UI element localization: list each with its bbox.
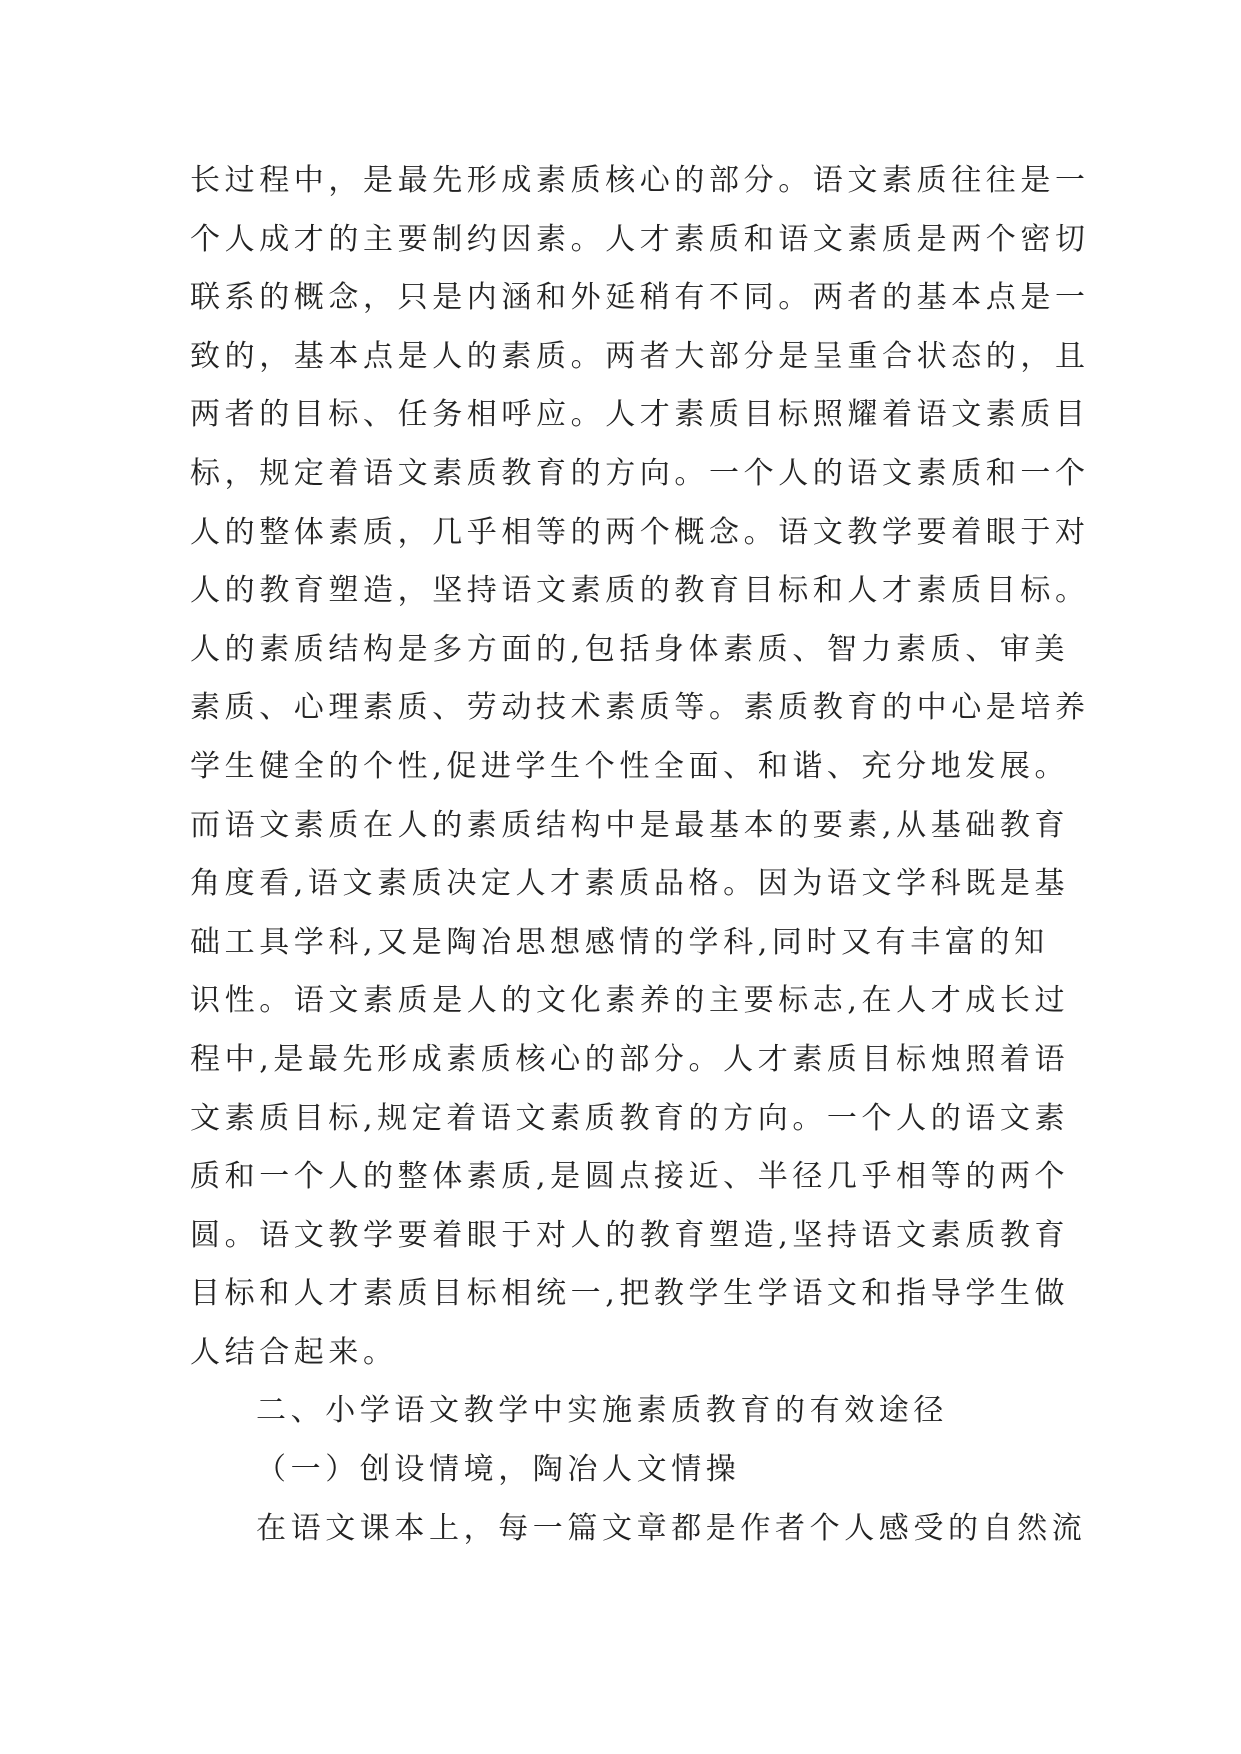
text-line: 致的，基本点是人的素质。两者大部分是呈重合状态的，且	[190, 338, 1090, 374]
text-line: 联系的概念，只是内涵和外延稍有不同。两者的基本点是一	[190, 280, 1090, 316]
text-line: 质和一个人的整体素质,是圆点接近、半径几乎相等的两个	[190, 1159, 1070, 1195]
text-line: 个人成才的主要制约因素。人才素质和语文素质是两个密切	[190, 221, 1090, 257]
body-text	[190, 152, 1090, 1558]
text-line: 础工具学科,又是陶冶思想感情的学科,同时又有丰富的知	[190, 924, 1049, 960]
text-line: 人结合起来。	[190, 1334, 398, 1370]
text-line: 人的素质结构是多方面的,包括身体素质、智力素质、审美	[190, 631, 1070, 667]
text-line: 标，规定着语文素质教育的方向。一个人的语文素质和一个	[190, 455, 1090, 491]
text-line: 人的整体素质，几乎相等的两个概念。语文教学要着眼于对	[190, 514, 1090, 550]
text-line: 圆。语文教学要着眼于对人的教育塑造,坚持语文素质教育	[190, 1217, 1070, 1253]
text-line: 程中,是最先形成素质核心的部分。人才素质目标烛照着语	[190, 1041, 1070, 1077]
subsection-heading: （一）创设情境，陶冶人文情操	[256, 1452, 741, 1488]
section-heading: 二、小学语文教学中实施素质教育的有效途径	[256, 1393, 948, 1429]
text-line: 文素质目标,规定着语文素质教育的方向。一个人的语文素	[190, 1100, 1070, 1136]
text-line: 识性。语文素质是人的文化素养的主要标志,在人才成长过	[190, 983, 1070, 1019]
text-line: 学生健全的个性,促进学生个性全面、和谐、充分地发展。	[190, 748, 1070, 784]
text-line: 目标和人才素质目标相统一,把教学生学语文和指导学生做	[190, 1276, 1070, 1312]
text-line: 素质、心理素质、劳动技术素质等。素质教育的中心是培养	[190, 690, 1090, 726]
text-line: 两者的目标、任务相呼应。人才素质目标照耀着语文素质目	[190, 397, 1090, 433]
text-line: 人的教育塑造，坚持语文素质的教育目标和人才素质目标。	[190, 573, 1090, 609]
text-line: 角度看,语文素质决定人才素质品格。因为语文学科既是基	[190, 866, 1070, 902]
paragraph-start-line: 在语文课本上，每一篇文章都是作者个人感受的自然流	[256, 1510, 1087, 1546]
text-line: 而语文素质在人的素质结构中是最基本的要素,从基础教育	[190, 807, 1070, 843]
text-line: 长过程中，是最先形成素质核心的部分。语文素质往往是一	[190, 163, 1090, 198]
